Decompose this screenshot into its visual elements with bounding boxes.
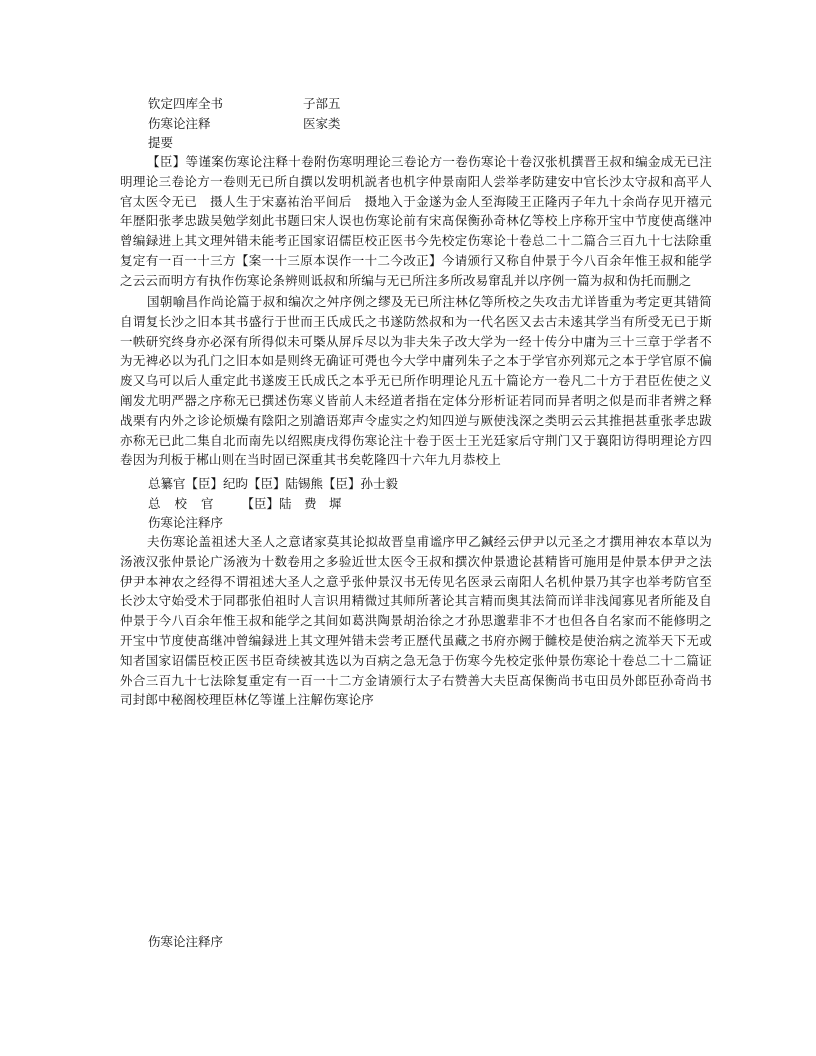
tiyao-paragraph-2: 国朝喻昌作尚论篇于叔和编次之舛序例之缪及无已所注林亿等所校之失攻击尤详皆重为考定更其错简自谓复长沙之旧本其书盛行于世而王氏成氏之书遂防然叔和为一代名医又去古未逺其学当有所受无已于斯一帙研究终身亦必深有所得似未可槩从屏斥尽以为非夫朱子改大学为一经十传分中庸为三十三章于学者不为无裨必以为孔门之旧本如是则终无确证可凴也今大学中庸列朱子之本于学官亦列郑元之本于学官原不偏废又乌可以后人重定此书遂废王氏成氏之本乎无已所作明理论凡五十篇论方一卷凡二十方于君臣佐使之义阐发尤明严器之序称无已撰述伤寒义皆前人未经道者指在定体分形析证若同而异者明之似是而非者辨之释战栗有内外之诊论烦燥有陰阳之别譫语郑声令虚实之灼知四逆与厥使浅深之类明云云其推挹甚重张孝忠跋亦称无已此二集自北而南先以绍熙庚戌得伤寒论注十卷于医士王光廷家后守荆门又于襄阳访得明理论方四卷因为刋板于郴山则在当时固已深重其书矣乾隆四十六年九月恭校上 <box>120 294 712 468</box>
proofreader-label: 总校官 <box>148 496 228 511</box>
footer-title: 伤寒论注释序 <box>148 934 224 949</box>
division-label: 子部五 <box>303 96 341 111</box>
proofreader-names: 【臣】陆 费 墀 <box>241 496 342 511</box>
tiyao-paragraph-1: 【臣】等谨案伤寒论注释十卷附伤寒明理论三卷论方一卷伤寒论十卷汉张机撰晋王叔和编金成无已注明理论三卷论方一卷则无已所自撰以发明机説者也机字仲景南阳人尝举孝防建安中官长沙太守叔和高平人官太医令无已 摄人生于宋嘉祐治平间后 摄地入于金遂为金人至海陵王正隆丙子年九十余尚存见开禧元年歴阳张孝忠跋吴勉学刻此书题曰宋人误也伤寒论前有宋髙保衡孙奇林亿等校上序称开宝中节度使髙继冲曾编録进上其文理舛错未能考正国家诏儒臣校正医书今先校定伤寒论十卷总二十二篇合三百九十七法除重复定有一百一十三方【案一十三原本误作一十二今改正】今请颁行又称自仲景于今八百余年惟王叔和能学之云云而明方有执作伤寒论条辨则诋叔和所编与无已所注多所改易窜乱并以序例一篇为叔和伪托而删之 <box>120 154 712 288</box>
preface-title: 伤寒论注释序 <box>148 515 224 530</box>
category-label: 医家类 <box>303 116 341 131</box>
series-title: 钦定四库全书 <box>148 96 224 111</box>
chief-editors-line: 总纂官【臣】纪昀【臣】陆锡熊【臣】孙士毅 <box>148 476 399 491</box>
preface-paragraph: 夫伤寒论盖祖述大圣人之意诸家莫其论拟故晋皇甫谧序甲乙鍼经云伊尹以元圣之才撰用神农本草以为汤液汉张仲景论广汤液为十数卷用之多验近世太医令王叔和撰次仲景遗论甚精皆可施用是仲景本伊尹之法伊尹本神农之经得不谓祖述大圣人之意乎张仲景汉书无传见名医录云南阳人名机仲景乃其字也举考防官至长沙太守始受术于同郡张伯祖时人言识用精微过其师所著论其言精而奥其法简而详非浅闻寡见者所能及自仲景于今八百余年惟王叔和能学之其间如葛洪陶景胡治徐之才孙思邈辈非不才也但各自名家而不能修明之开宝中节度使髙继冲曾编録进上其文理舛错未尝考正歴代虽藏之书府亦阙于雠校是使治病之流举天下无或知者国家诏儒臣校正医书臣奇续被其选以为百病之急无急于伤寒今先校定张仲景伤寒论十卷总二十二篇证外合三百九十七法除复重定有一百一十二方金请颁行太子右赞善大夫臣髙保衡尚书屯田员外郎臣孙奇尚书司封郎中秘阁校理臣林亿等谨上注解伤寒论序 <box>120 534 712 708</box>
tiyao-heading: 提要 <box>148 135 174 150</box>
book-title: 伤寒论注释 <box>148 116 211 131</box>
chief-proofreader-line <box>148 494 342 514</box>
